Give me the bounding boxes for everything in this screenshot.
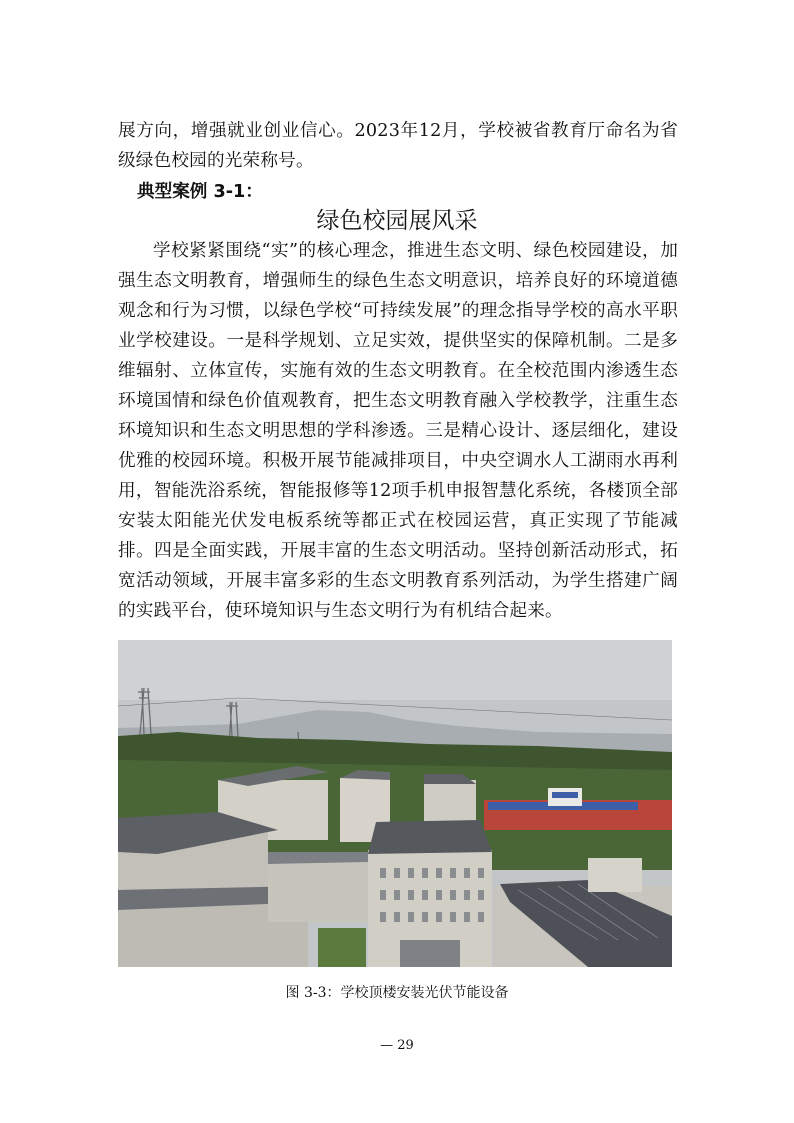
campus-rooftop-photo	[118, 640, 672, 967]
body-paragraph: 学校紧紧围绕“实”的核心理念，推进生态文明、绿色校园建设，加强生态文明教育，增强师生的绿色生态文明意识，培养良好的环境道德观念和行为习惯，以绿色学校“可持续发展”的理念指导学校的高水平职业学校建设。一是科学规划、立足实效，提供坚实的保障机制。二是多维辐射、立体宣传，实施有效的生态文明教育。在全校范围内渗透生态环境国情和绿色价值观教育，把生态文明教育融入学校教学，注重生态环境知识和生态文明思想的学科渗透。三是精心设计、逐层细化，建设优雅的校园环境。积极开展节能减排项目，中央空调水人工湖雨水再利用，智能洗浴系统，智能报修等12项手机申报智慧化系统，各楼顶全部安装太阳能光伏发电板系统等都正式在校园运营，真正实现了节能减排。四是全面实践，开展丰富的生态文明活动。坚持创新活动形式，拓宽活动领域，开展丰富多彩的生态文明教育系列活动，为学生搭建广阔的实践平台，使环境知识与生态文明行为有机结合起来。	[118, 241, 678, 621]
campus-building-center	[368, 820, 492, 967]
case-label: 典型案例 3-1：	[137, 182, 263, 202]
intro-paragraph: 展方向，增强就业创业信心。2023年12月，学校被省教育厅命名为省级绿色校园的光荣称号。	[118, 121, 678, 171]
page-number: — 29	[380, 1038, 414, 1053]
figure-caption: 图 3-3：学校顶楼安装光伏节能设备	[285, 985, 509, 1001]
case-title: 绿色校园展风采	[316, 208, 478, 234]
